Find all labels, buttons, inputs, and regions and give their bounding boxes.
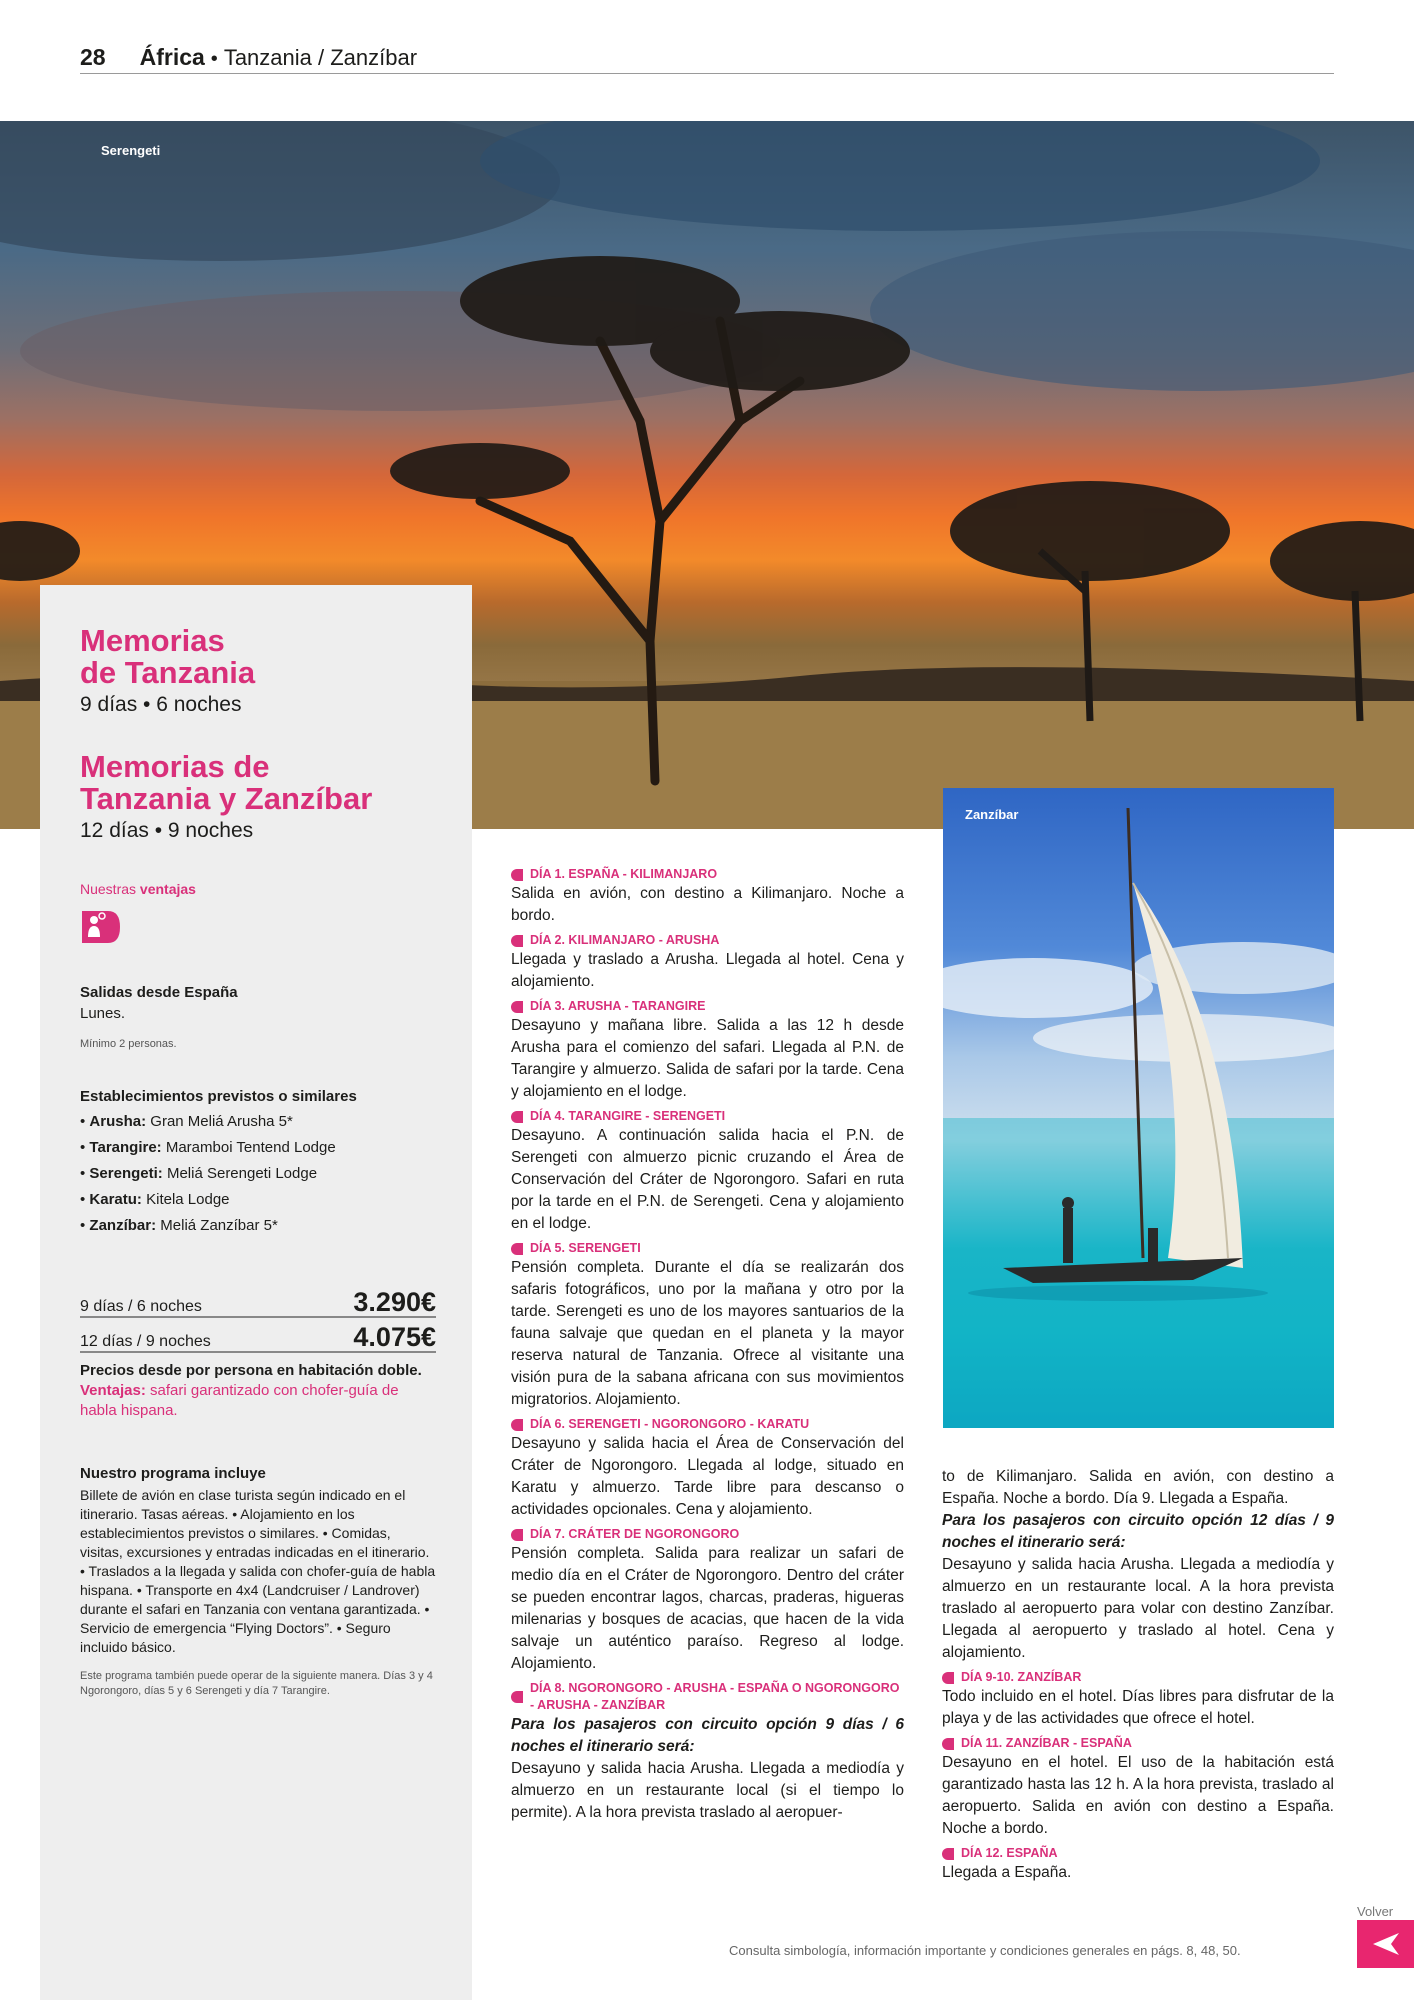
day-text: Pensión completa. Durante el día se realizarán dos safaris fotográficos, uno por la mañana y otro por la tarde. Serengeti es uno de los mayores santuarios de la fauna salvaje que quedan en el planeta y la mayor reserva natural de Tanzania. Ofrece al visitante una visión pura de la sabana africana con sus movimientos migratorios. Alojamiento. (511, 1259, 904, 1408)
establishment-item: • Karatu: Kitela Lodge (80, 1191, 230, 1208)
day-heading (511, 932, 904, 949)
trip-sidebar (40, 585, 472, 2000)
zanzibar-photo (943, 788, 1334, 1428)
establishment-item: • Arusha: Gran Meliá Arusha 5* (80, 1113, 293, 1130)
price-label: 9 días / 6 noches (80, 1298, 202, 1315)
header-separator: • (210, 48, 218, 70)
day-heading (511, 1526, 904, 1543)
day-heading (942, 1735, 1334, 1752)
establishment-place: Serengeti: (89, 1165, 163, 1182)
bullet-marker-icon (511, 1419, 523, 1431)
itinerary-column-1 (511, 866, 904, 1824)
establishment-item: • Tarangire: Maramboi Tentend Lodge (80, 1139, 336, 1156)
departures-title: Salidas desde España (80, 984, 238, 1001)
price-label: 12 días / 9 noches (80, 1333, 211, 1350)
day-text: Llegada y traslado a Arusha. Llegada al hotel. Cena y alojamiento. (511, 951, 904, 990)
establishment-place: Tarangire: (89, 1139, 162, 1156)
price-note-advantages-label: Ventajas: (80, 1382, 146, 1399)
day-heading-text: DÍA 1. ESPAÑA - KILIMANJARO (530, 867, 718, 881)
bullet-marker-icon (942, 1738, 954, 1750)
includes-note: Este programa también puede operar de la siguiente manera. Días 3 y 4 Ngorongoro, días 5 y 6 Serengeti y día 7 Tarangire. (80, 1670, 433, 1697)
departures-value: Lunes. (80, 1005, 126, 1022)
advantages-prefix: Nuestras (80, 881, 137, 897)
bullet-marker-icon (511, 869, 523, 881)
day-heading (511, 1240, 904, 1257)
volver-button[interactable] (1357, 1920, 1414, 1968)
bullet-marker-icon (511, 1001, 523, 1013)
bullet-marker-icon (511, 1529, 523, 1541)
establishment-hotel: Kitela Lodge (146, 1191, 230, 1208)
day-heading (511, 998, 904, 1015)
price-value: 4.075€ (353, 1322, 436, 1352)
bullet-marker-icon (942, 1848, 954, 1860)
day-heading (511, 1108, 904, 1125)
advantages-bold: ventajas (139, 881, 196, 897)
day-text: Salida en avión, con destino a Kilimanjaro. Noche a bordo. (511, 885, 904, 924)
day-heading (942, 1669, 1334, 1686)
price-note-bold: Precios desde por persona en habitación doble. (80, 1362, 422, 1379)
trip1-duration: 9 días • 6 noches (80, 693, 242, 716)
day-text: Todo incluido en el hotel. Días libres para disfrutar de la playa y de las actividades que ofrece el hotel. (942, 1688, 1334, 1727)
day-text: Desayuno y mañana libre. Salida a las 12 h desde Arusha para el comienzo del safari. Llegada al P.N. de Tarangire y almuerzo. Salida de safari por la tarde. Cena y alojamiento en el lodge. (511, 1017, 904, 1100)
page-number: 28 (80, 44, 106, 70)
establishment-hotel: Gran Meliá Arusha 5* (150, 1113, 293, 1130)
trip2-title-line1: Memorias de (80, 749, 270, 784)
trip2-title-line2: Tanzania y Zanzíbar (80, 781, 373, 816)
day-heading-text: DÍA 9-10. ZANZÍBAR (961, 1670, 1082, 1684)
header-region: África (139, 44, 205, 70)
day-heading-text: DÍA 8. NGORONGORO - ARUSHA - ESPAÑA O NGORONGORO - ARUSHA - ZANZÍBAR (530, 1681, 900, 1712)
day-text: Desayuno y salida hacia el Área de Conservación del Cráter de Ngorongoro. Llegada al lodge, situado en Karatu y almuerzo. Tarde libre para descanso o actividades opcionales. Cena y alojamiento. (511, 1435, 904, 1518)
day-text: Pensión completa. Salida para realizar un safari de medio día en el Cráter de Ngorongoro. Dentro del cráter se pueden encontrar lagos, charcas, praderas, higueras milenarias y bosques de acacias, que hacen de la vida salvaje un auténtico paraíso. Regreso al lodge. Alojamiento. (511, 1545, 904, 1672)
day-text: Llegada a España. (942, 1864, 1072, 1881)
day-text-continuation: to de Kilimanjaro. Salida en avión, con destino a España. Noche a bordo. Día 9. Llegada a España. (942, 1468, 1334, 1507)
day-heading-text: DÍA 5. SERENGETI (530, 1241, 641, 1255)
day-heading-text: DÍA 7. CRÁTER DE NGORONGORO (530, 1527, 740, 1541)
establishment-place: Karatu: (89, 1191, 142, 1208)
price-row-12-days (80, 1318, 436, 1353)
advantages-label (80, 881, 436, 897)
day-heading-text: DÍA 6. SERENGETI - NGORONGORO - KARATU (530, 1417, 810, 1431)
includes-text: Billete de avión en clase turista según indicado en el itinerario. Tasas aéreas. • Alojamiento en los establecimientos previstos o similares. • Comidas, visitas, excursiones y entradas indicadas en el itinerario. • Traslados a la llegada y salida con chofer-guía de habla hispana. • Transporte en 4x4 (Landcruiser / Landrover) durante el safari en Tanzania con ventana garantizada. • Servicio de emergencia “Flying Doctors”. • Seguro incluido básico. (80, 1487, 436, 1655)
bullet-marker-icon (511, 935, 523, 947)
trip1-title (80, 625, 436, 689)
day-italic-note: Para los pasajeros con circuito opción 12 días / 9 noches el itinerario será: (942, 1512, 1334, 1551)
establishment-item: • Serengeti: Meliá Serengeti Lodge (80, 1165, 318, 1182)
dhow-sailboat-illustration (943, 788, 1334, 1428)
zanzibar-caption: Zanzíbar (965, 807, 1019, 822)
day-heading (511, 866, 904, 883)
trip2-duration: 12 días • 9 noches (80, 819, 254, 842)
bullet-marker-icon (511, 1243, 523, 1255)
price-value: 3.290€ (353, 1287, 436, 1317)
day-text: Desayuno en el hotel. El uso de la habitación está garantizado hasta las 12 h. A la hora prevista, traslado al aeropuerto. Salida en avión con destino a España. Noche a bordo. (942, 1754, 1334, 1837)
day-text: Desayuno. A continuación salida hacia el P.N. de Serengeti con almuerzo picnic cruzando el Área de Conservación del Cráter de Ngorongoro. Safari en ruta por la tarde en el P.N. de Serengeti. Cena y alojamiento en el lodge. (511, 1127, 904, 1232)
day-text: Desayuno y salida hacia Arusha. Llegada a mediodía y almuerzo en un restaurante local. A la hora prevista traslado al aeropuerto para volar con destino Zanzíbar. Llegada al aeropuerto y traslado al hotel. Cena y alojamiento. (942, 1556, 1334, 1661)
establishment-hotel: Meliá Zanzíbar 5* (160, 1217, 278, 1234)
volver-label: Volver (1357, 1904, 1394, 1919)
trip1-title-line2: de Tanzania (80, 655, 256, 690)
price-note-advantages-text: safari garantizado con chofer-guía de habla hispana. (80, 1382, 399, 1419)
hispanic-guide-icon (80, 907, 122, 947)
establishments-title: Establecimientos previstos o similares (80, 1088, 357, 1105)
day-heading-text: DÍA 3. ARUSHA - TARANGIRE (530, 999, 706, 1013)
bullet-marker-icon (511, 1691, 523, 1703)
establishment-place: Zanzíbar: (89, 1217, 157, 1234)
departures-minimum: Mínimo 2 personas. (80, 1038, 177, 1050)
trip2-title (80, 751, 436, 815)
bullet-marker-icon (511, 1111, 523, 1123)
page-header (80, 44, 1334, 74)
price-note (80, 1361, 436, 1421)
establishment-hotel: Maramboi Tentend Lodge (165, 1139, 336, 1156)
day-heading-text: DÍA 2. KILIMANJARO - ARUSHA (530, 933, 720, 947)
itinerary-column-2 (942, 1466, 1334, 1884)
day-heading-text: DÍA 12. ESPAÑA (961, 1846, 1058, 1860)
establishments-list (80, 1109, 436, 1239)
day-heading (511, 1416, 904, 1433)
day-heading-text: DÍA 11. ZANZÍBAR - ESPAÑA (961, 1736, 1132, 1750)
day-italic-note: Para los pasajeros con circuito opción 9 días / 6 noches el itinerario será: (511, 1716, 904, 1755)
price-row-9-days (80, 1283, 436, 1318)
includes-title: Nuestro programa incluye (80, 1465, 266, 1482)
bullet-marker-icon (942, 1672, 954, 1684)
back-arrow-icon (1371, 1931, 1401, 1957)
establishment-place: Arusha: (89, 1113, 147, 1130)
hero-caption: Serengeti (101, 143, 161, 158)
trip1-title-line1: Memorias (80, 623, 225, 658)
footer-note: Consulta simbología, información importante y condiciones generales en págs. 8, 48, 50. (729, 1943, 1241, 1958)
day-text: Desayuno y salida hacia Arusha. Llegada a mediodía y almuerzo en un restaurante local (si el tiempo lo permite). A la hora prevista traslado al aeropuer- (511, 1760, 904, 1821)
establishment-item: • Zanzíbar: Meliá Zanzíbar 5* (80, 1217, 278, 1234)
establishment-hotel: Meliá Serengeti Lodge (166, 1165, 318, 1182)
day-heading (511, 1680, 904, 1714)
day-heading (942, 1845, 1334, 1862)
header-country: Tanzania / Zanzíbar (223, 45, 418, 70)
day-heading-text: DÍA 4. TARANGIRE - SERENGETI (530, 1109, 726, 1123)
